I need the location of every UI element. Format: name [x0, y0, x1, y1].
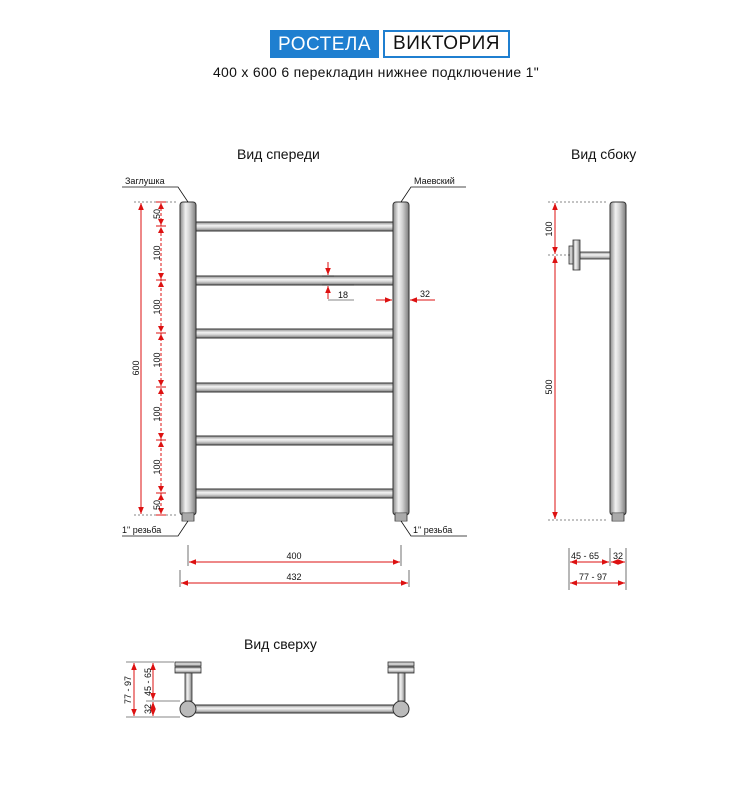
top-left-bracket [175, 662, 201, 701]
product-subtitle: 400 х 600 6 перекладин нижнее подключение 1" [212, 64, 540, 80]
side-bracket [569, 240, 610, 270]
top-view [123, 662, 414, 717]
left-thread [182, 513, 194, 521]
front-view [122, 176, 467, 587]
side-riser-label: 32 [613, 551, 624, 561]
front-view-title: Вид спереди [237, 146, 320, 162]
model-name: ВИКТОРИЯ [383, 30, 510, 58]
segment-label: 100 [152, 245, 162, 261]
mayevsky-leader [401, 187, 466, 202]
thread-right-label: 1" резьба [413, 525, 453, 535]
segment-label: 100 [152, 299, 162, 315]
side-riser [610, 202, 626, 515]
side-offset-label: 45 - 65 [571, 551, 600, 561]
top-riser-label: 32 [143, 703, 153, 715]
crossbars [192, 222, 397, 498]
top-left-riser [180, 701, 196, 717]
outer-width-label: 432 [286, 572, 302, 582]
segment-label: 50 [152, 499, 162, 511]
total-height-label: 600 [131, 360, 141, 376]
inner-width-label: 400 [286, 551, 302, 561]
crossbar [192, 329, 397, 338]
thread-left-label: 1" резьба [122, 525, 162, 535]
side-offset-dims [569, 548, 626, 590]
crossbar [192, 276, 397, 285]
side-height-label: 500 [544, 379, 554, 395]
crossbar [192, 222, 397, 231]
crossbar [192, 383, 397, 392]
segment-label: 100 [152, 459, 162, 475]
plug-label: Заглушка [125, 176, 165, 186]
side-top-offset-label: 100 [544, 221, 554, 237]
crossbar [192, 436, 397, 445]
top-depth-label: 77 - 97 [123, 675, 133, 705]
side-view [544, 202, 626, 590]
right-riser [393, 202, 409, 515]
side-view-title: Вид сбоку [571, 146, 637, 162]
side-height-dim [544, 256, 606, 520]
segment-label: 50 [152, 208, 162, 220]
brand-name: РОСТЕЛА [270, 30, 379, 58]
segment-label: 100 [152, 352, 162, 368]
riser-diameter-label: 32 [420, 289, 431, 299]
segment-label: 100 [152, 406, 162, 422]
crossbar [192, 489, 397, 498]
left-riser [180, 202, 196, 515]
side-thread [612, 513, 624, 521]
side-depth-label: 77 - 97 [579, 572, 608, 582]
top-crossbar [188, 705, 402, 713]
outer-width-dim [180, 570, 409, 587]
top-right-bracket [388, 662, 414, 701]
top-dims [123, 662, 180, 717]
plug-leader [122, 187, 188, 202]
top-right-riser [393, 701, 409, 717]
bar-diameter-label: 18 [338, 290, 349, 300]
top-view-title: Вид сверху [244, 636, 317, 652]
mayevsky-label: Маевский [414, 176, 455, 186]
right-thread [395, 513, 407, 521]
top-offset-label: 45 - 65 [143, 667, 153, 697]
inner-width-dim [188, 545, 401, 566]
segment-dims [152, 202, 166, 515]
